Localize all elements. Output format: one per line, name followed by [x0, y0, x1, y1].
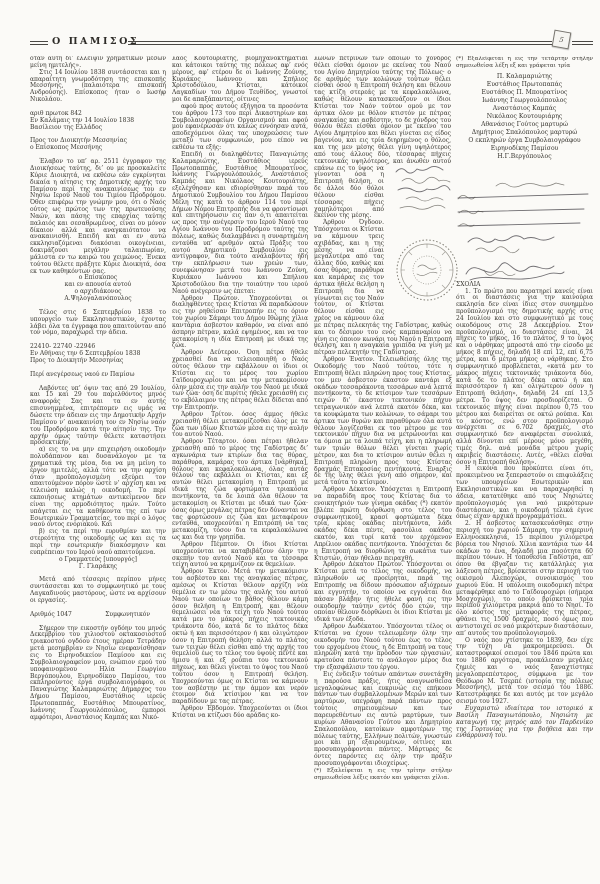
- column-4: [456, 56, 593, 874]
- text-line: Αναστάσιος Καμπάς: [492, 104, 557, 112]
- signature-block: [30, 557, 166, 571]
- text-line: Γ. Γλαράκης: [78, 562, 118, 570]
- article-paragraph: Άρθρον Τέταρτον. όσαι πέτραι ήθελαν χρειασθή από το μέρος της Γαδίστρας δι’ αγκωνάρια των κτιρίων δια τας θύρας, παράθυρα, καμάρας του άρτικα [νάρθηκα], θόλους και κεφαλοκόλωνα, όλας αυτάς θέλουν τας εκβάλλει οι Κτίσται, και εξ αυτών θέλει μετακομίση η Επιτροπή με ιδικά της ζώα φορτώματα τριακόσια πεντήκοντα, τα δε λοιπά όλα θέλουν τα μετακομίση οι Κτίσται με ιδικά των ζώα· όσας όμως μεγάλας πέτρας δεν δύνανται να τας φορτώσουν εις ζώα και μεταφέρουν ενταύθα, υποχρεούται η Επιτροπή να τας μετακομίζη, τόσον δια τα κεφαλοκόλωνα ως και δια την γρηπίδα.: [172, 438, 308, 542]
- article-paragraph: Άρθρον Έκτον. Μετά την μετακόμισιν του ασβέστου και της αναγκαίας πέτρας, αμέσως οι Κτίσται θέλουν αρχίζη νέα θεμέλια εν τω μέσω της αυλής του αυτού Ναού των οποίων το βάθος θέλουν κάμη όσον θελήση η Επιτροπή, και θέλουν θεμελιώσει νέα τα τείχη του Ναού τούτου κατά μεν το μάκρος πήχεις τεκτονικάς τριάκοντα δύο, κατά δε το πλάτος δέκα οκτώ ή και περισσότερον ή και ολιγώτερον όσον η Επιτροπή θελήση· αλλά το πλάτος των τειχών θέλει είσθαι από της αρχής του θεμελίου έως το τέλος του ύψους πέντε και ήμισυ ή και εξ ρούπια του τεκτονικού πήχεως, και θέλει γίνεται το ύψος του Ναού τούτου όσον η Επιτροπή θελήση. Υποχρεούνται όμως οι Κτίσται να κάμνουν τον ασβέστην με την άμμον και νερόν έτοιμον δια κτίσιμον και να τον παραδίδουν με τας πέτρας.: [172, 568, 308, 706]
- text-line: Ο εκπληρών έργα Συμβολαιογράφου: [468, 136, 581, 144]
- text-line: Βασίλειον της Ελλάδος: [30, 123, 103, 131]
- text-line: Προς τον Διοικητήν Μεσσηνίας: [30, 137, 128, 145]
- contract-title: [30, 612, 166, 619]
- signature-block: [30, 275, 166, 302]
- closing-paragraph: Εις ένδειξιν τούτων απάντων συνετάχθη η παρούσα πράξις, ήτις αναγνωσθείσα μεγαλοφώνως και ευκρινώς εις επήκοον πάντων των συμβαλλομένων Μερών και των μαρτύρων, υπεγράφη παρά πάντων προς τούτοις σημειουμένων και των παρευρεθέντων εις αυτώ μαρτύρων, των κυρίων Αθανασίου Γούτου και Δημητρίου Σπαλοπούλου, κατοίκων αμφοτέρων της πόλεως ταύτης, Ελλήνων πολιτών, γνωστών μοι και μη εξαιρουμένων, οίτινες και προσυπογράφονται πάντες. Μάρτυρες δε όντες παρόντες εις όλην την πράξιν προσυπογράφονται ιδιοχείρως.: [314, 670, 452, 767]
- footnote: (*) Εξαλείφεται η εις την τρίτην στήλην σημειωθείσα λέξις εκατόν και γράφεται χίλια.: [314, 767, 452, 781]
- footnote: (*) Εξαλείφεται η εις την τετάρτην στήλην σημειωθείσα λέξη εξ και γράφεται τρία: [456, 56, 593, 69]
- page-number-badge: [552, 30, 572, 50]
- column-1: [30, 56, 166, 874]
- column-3: [314, 56, 452, 874]
- text-line: Νικόλαος Κουτουριάρης: [486, 112, 563, 120]
- masthead-rule-end: [572, 41, 593, 45]
- comment-paragraph: Ο ναός που χτίστηκε το 1839, δεν είχε την τύχη να μακροημερεύσει. Οι καταστροφικοί σεισμοί του 1846 πρώτα και του 1886 αργότερα, προκάλεσαν μεγάλες ζημιές και ο ναός ξαναχτίστηκε μεγαλοπρεπέστερος, σύμφωνα με τον Θεόδωρο Μ. Τσερπέ (ιστορία της πόλεως Μεσσήνης), μετά τον σεισμό του 1886. Κατεστράφηκε δε και αυτός με τον μεγάλο σεισμό του 1927.: [456, 636, 593, 706]
- handwriting-placeholder: [456, 161, 593, 282]
- article-paragraph: Άρθρον Δεύτερον. Όση πέτρα ήθελε χρειασθεί δια να τελειοποιηθή ο Ναός ούτος θέλουν την εκβάλλουν οι ίδιοι οι Κτίσται εις το μέρος του χωρίου Γαϊδουροχωρίου και να την μετακομίσουν όλην μέσα εις την αυλήν του Ναού με ιδικά των ζώα· όση δε πυρίτις ήθελε χρειασθή εις το εκβόλαιμον της πέτρας θέλει δίδεται από την Επιτροπήν.: [172, 349, 308, 412]
- document-header: [30, 111, 166, 132]
- paragraph: Επειδή οι διαληφθέντες Παναγιώτης Καλαμαριώτης, Ευστάθιος ιερεύς Πρωτοπαππάς, Ευστάθιος Μπουρατίνος, Ιωάννης Γιωργουλόπουλος, Αναστάσιος Καμπάς και Νικόλαος Κουτουριάτης, εξελέχθησαν και εδιορίσθησαν παρά του Δημοτικού Συμβουλίου του Δήμου Παμίσου Μέλη της κατά το άρθρον 114 του περί Δήμων Νόμου Επιτροπής δια να φροντίσωσι και επιτηρήσωσιν εις παν ό,τι απαιτείται ως προς την ανέγερσιν του Ιερού Ναού του Αγίου Ιωάννου του Προδρόμου ταύτης της πόλεως, καθώς διαλαμβάνει η συναρτημένη ενταύθα υπ’ αριθμόν οκτώ Πράξις του αυτού Δημοτικού Συμβουλίου εις αντίγραφον, δια τούτο αναλαβόντες ήδη την εκπλήρωσιν των χρεών των, συνεφώνησαν μετά του Ιωάννου Ζούνη, Κυριάκου Ιωάννου και Σπήλιου Χριστοδούλου δια την τοιαύτην του ιερού Ναού ανέγερσιν ως έπεται:: [172, 150, 308, 295]
- document-header: [30, 344, 166, 365]
- page-number: 5: [558, 35, 565, 44]
- text-line: 22410- 22740 -22946: [30, 343, 96, 351]
- article-paragraph: Άρθρον Πέμπτον. Οι ίδιοι Κτίσται υποχρεούνται να καταβιβάζουν όλην την σκεπήν του αυτού Ναού και τα τέσσαρα τείχη αυτού να κρημνίζουν εκ θεμελίων.: [172, 540, 308, 569]
- paragraph: Λαβόντες υπ’ όψιν τας από 29 Ιουλίου, και 15 και 29 του παρελθόντος μηνός αναφοράς Σας και τα εν αυτής επισυνημμένα, επιτρέπομεν εις υμάς να δώσετε την άδειαν εις την Δημοτικήν Αρχήν Παμίσου ν’ ανακαινίση τον εν Νησίω ναόν του Προδρόμου κατά την αίτησίν της. Την αρχήν όμως ταύτην θέλετε καταστήσει προσεκτικήν,: [30, 384, 166, 447]
- paragraph: β) εις τα περί την ευρυθμίαν και την στερεότητα της οικοδομής ως και εις τα περί την εσωτερικήν διακόσμησιν και ευπρέπειαν του Ιερού ναού απαιτούμενα.: [30, 528, 166, 556]
- paragraph: Τέλος στις 6 Σεπτεμβρίου 1838 το υπουργείο των Εκκλησιαστικών, έχοντας λάβει όλα τα έγγραφα που απαιτούνταν από τον νόμο, παραχωρεί την άδεια.: [30, 308, 166, 337]
- paragraph: λώνων πέτρινων των οποίων το χόνδρος θέλει είσθαι όμοιον με εκείνας του Ναού του Αγίου Δημητρίου ταύτης της Πόλεως· ο δε αριθμός των κολώνων τούτων θέλει είσθαι όσον η Επιτροπή θελήση και θέλουν τας κτίζη στερεάς με τα κεφαλοκόλωνα, καθώς θέλουν κατασκευάζουν οι ίδιοι Κτίσται τον Ναόν τούτον ομού με τον άρτικα όλον με θόλον κτιστόν με πέτρας αναγκαίας και ασβέστην, το δε χόνδρος του θόλου θέλει είσθαι όμοιον με εκείνο του Αγίου Δημητρίου και θέλει γίνεται εις είδος βαγενίου, και εις τρία διηρημένος ο θόλος, και της μεν μέσης θέλει γίνη υψηλότερος από τους άλλους δύο, τέσσαρας πήχεις τεκτονικάς υψηλότερος, και άνωθεν αυτού επάνω εις το ύψος να γίνονται όσα η Επιτροπή θελήση, οι δε άλλοι δύο θόλοι θέλουν είσθαι τέσσαρας πήχεις χαμηλότεροι από εκείνον της μέσης.: [314, 56, 451, 220]
- text-line: Α.Ψηλογαλανόπουλος: [64, 295, 132, 302]
- text-line: Προς το Διοικητήν Μεσσηνίας: [30, 356, 124, 364]
- text-line: αριθ πρωτοκ 842: [30, 109, 82, 117]
- paragraph: Σήμερον την εικοστήν ογδόην του μηνός Δεκεμβρίου του χιλιοστού οκτακοσιοστού τριακοστού ογδόου έτους ημέραν Τετράδην μετά μεσημβρίαν εν Νησίω ενεφανίσθησαν εις το Ειρηνοδικείον Παμίσου και εις Συμβολαιογραφείον μου, ενώπιον εμού του υποφαινομένου Ηλία Γεωργίου Βεργόπουλου, Ειρηνοδίκου Παμίσου, του εκπληρούντος έργα συμβολαιογράφου, οι Παναγιώτης Καλαμαριώτης Δήμαρχος του Δήμου Παμίσου, Ευστάθιος ιερεύς Πρωτοπαππάς, Ευστάθιος Μπουρατίνος, Ιωάννης Γεωργουλόπουλος, έμποροι αμφότεροι, Αναστάσιος Καμπάς και Νικό-: [30, 624, 166, 721]
- paragraph: λαος Κουτουριάτης, βιομηχανοκτηματίαι και κάτοικοι ταύτης της πόλεως αφ’ ενός μέρους, αφ’ ετέρου δε οι Ιωάννης Ζούνης, Κυριάκος Ιωάννου και Σπήλιος Χριστοδούλου, Κτίσται, κάτοικοι Λαγκαδίων του Δήμου Τευθίδος, γνωστοί μοι δε απαξάπαντες, οίτινες: [172, 56, 308, 104]
- article-paragraph: Άρθρον Ένατον. Τελειωθείσης όλης της Οικοδομής του Ναού τούτου, τότε η Επιτροπή θέλει πληρώνη προς τους Κτίστας, τον μεν άσβεστον έκαστον καντάρι εξ οκάδων τεσσαράκοντα τεσσάρων ανά λεπτά πεντήκοντα, το δε κτίσιμον των τεσσάρων τειχών δι’ έκαστον τεκτονικόν πήχυν τετραγωνικόν ανά λεπτά εκατόν δέκα, και τα κουφώματα των κολώνων, το σάμαρι του άρτικα των θυρών και παραθύρων όλα αυτά θέλουν λογίζεσθαι εκ του μέτρου με τον τεκτονικόν πήχυν δια να μετρώνονται και τα όμοια με τα λοιπά τείχη, και η πληρωμή των τριών θόλων θέλει γίνεται χωρίς μέτρον, και δια το κτίσιμον αυτών θέλει η Επιτροπή πληρώνη προς τους Κτίστας δραχμάς Επτακοσίας πεντήκοντα. Έναρξις δε της ύλης θέλει γενή από σήμερον, και μετά ταύτα το κτίσιμον.: [314, 356, 452, 487]
- text-line: Η.Γ.Βεργόπουλος: [497, 152, 552, 160]
- paragraph: Στις 14 Ιουλίου 1838 συντάσσεται και η απαραίτητη γνωμοδότηση της επισκοπής Μεσσήνης, (παλαιότερα επισκοπή Ανδρούσης). Επίσκοπος ήταν ο Ιωσήφ Νικολάου.: [30, 68, 166, 104]
- column-2: [172, 56, 308, 874]
- text-line: Ευστάθιος Π. Μπουρατίνος: [481, 88, 568, 96]
- text-line: ο αρχιδιάκονος: [74, 288, 122, 296]
- article-paragraph: Άρθρον Δέκατον. Υπόσχεται η Επιτροπή να παραδίδη προς τους Κτίστας δια το ενοικητήριόν των γίνημα οκάδας (*) εκατόν [βλέπε πρώτη διόρθωση στο τέλος του συμφωνητικού], κρασί φορτώματα δέκα τρία, κρέας οκάδας πεντήκοντα, λάδι οκάδας δέκα πέντε, φασούλια οκάδας εκατόν, και τυρί κατά τον ερχόμενον Απρίλιον οκάδας πεντήκοντα. Υπόσχεται δε η Επιτροπή να διορθώνη τα σωκάτια των Κτιστών, όταν ήθελαν πειραχθή.: [314, 486, 452, 562]
- article-paragraph: Άρθρον Δωδέκατον. Υπόσχονται τέλος οι Κτίσται να έχουν τελειωμένην όλην την οικοδομήν του Ναού τούτου έως το τέλος του ερχομένου έτους, η δε Επιτροπή να τους πληρώνη κατά την πρόοδον των εργασιών, κρατούσα πάντοτε το ανάλογον μέρος δια την εξασφάλισιν του έργου.: [314, 623, 452, 672]
- paragraph: Μετά από τέσσερις περίπου μήνες συντάσσεται και το συμφωνητικό με τους Λαγκαδινούς μαστόρους, ώστε να αρχίσουν οι εργασίες.: [30, 576, 166, 604]
- masthead-rule-left: [30, 41, 48, 45]
- article-paragraph: Άρθρον Πρώτον. Υποχρεούνται οι διαληφθέντες τρεις Κτίσται να παραδώσουν εις την ρηθείσαν Επιτροπήν εις το όριον του χωρίου Σάμαρι του Δήμου Ιθώμης χίλια καντάρια άσβεστον καθαρόν, να είναι από άσπρην πέτραν, καλά εψημένος, και να τον μετακομίση η ιδία Επιτροπή με ιδικά της ζώα.: [172, 294, 308, 350]
- text-line: Δημήτριος Σπαλόπουλος μαρτυρώ: [471, 128, 578, 136]
- text-line: ο Επίσκοπος Μεσσήνης: [30, 144, 103, 152]
- acknowledgement: Ευχαριστώ ιδιαίτερα τον ιστορικό κ Βασίλη Παναγιωτόπουλο, Νησιώτη με καταγωγή της μητρός από τον Παρδενίκο της Γορτυνίας για την βοήθεια και την ενθάρρυνσή του.: [456, 705, 593, 740]
- wrap-spacer: [384, 170, 452, 320]
- text-line: και εν απουσία αυτού: [64, 281, 132, 289]
- text-line: Εν Καλάμαις την 14 Ιουλίου 1838: [30, 116, 135, 124]
- signature-list: [456, 73, 593, 161]
- text-line: Ιωάννης Γεωργουλόπουλος: [482, 96, 567, 104]
- text-line: Συμφωνητικόν: [105, 610, 150, 618]
- comment-paragraph: Η εικόνα που προκύπτει είναι ότι, προκειμένου να ξεπεραστούν οι επιφυλάξεις των υπουργείων Εσωτερικών και Εκκλησιαστικών και να παραχωρηθεί η άδεια, κατατέθηκε από τους Νησιώτες προϋπολογισμός για ναό μικρότερων διαστάσεων, και η οικοδομή τελικά έγινε όπως είχαν αρχικά προγραμματίσει.: [456, 465, 593, 521]
- wrap-spacer: [451, 56, 452, 170]
- text-line: Αθανάσιος Γούτος μαρτυρώ: [481, 120, 568, 128]
- paragraph: α) εις το να μην επιχειρήση οικοδομήν πολυδάπανον και δυσανάλογον με τα χρηματικά της μέσα, δια να μη μείνη το έργον ημιτελές, αλλά τότε να την αρχίση όταν προϋπολογισμένη εξεύρει τον απαιτούμενον πόρον ώστε ν’ αρχίση και να τελειώση καλώς η οικοδομή. Το περί εκποιήσεως κτημάτων αντικείμενον δεν είναι της αρμοδιότητος ημών. Τούτο υπάγεται εις τα καθήκοντα της επί των Εσωτερικών Γραμματείας, του περί ο λόγος ναού όντος ενοριακού. Και: [30, 446, 166, 529]
- paragraph: αφού προς αυτούς εξήγησα τα προσόντα του άρθρου 173 του περί Δικαστηρίων και Συμβολαιογραφείων Οργανισμού και αφού μου εφανέρωσαν ότι καλώς εννόησαν αυτά, αποδεχόμενοι όλας τας υποχρεώσεις των μεταξύ των συμφωνιών, μου είπον να εκθέσω τα εξής:: [172, 102, 308, 151]
- text-line: ο Γραμματεύς [υπουργός]: [58, 555, 138, 563]
- comment-paragraph: 1. Το πρώτο που παρατηρεί κανείς είναι ότι οι διαστάσεις για την καινούρια εκκλησία δεν είναι ίδιες στον συνημμένο προϋπολογισμό της δημοτικής αρχής στις 24 Ιουλίου και στο συμφωνητικό με τους οικοδόμους στις 28 Δεκεμβρίου. Στον προϋπολογισμό, οι διαστάσεις είναι, 24 πήχεις το μήκος, 16 το πλάτος, 9 το ύψος και ο νάρθηκας μπροστά από την είσοδο με μήκος 8 πήχεις, δηλαδή 18 επί 12, επί 6,75 μέτρα, και 6 μέτρα μήκος ο νάρθηκας. Στο συμφωνητικό προβλέπεται, «κατά μεν το μάκρος πήχεις τεκτονικάς τριάκοντα δύο, κατά δε το πλάτος δέκα οκτώ ή και περισσότερον ή και ολιγώτερον όσον η Επιτροπή θελήση», δηλαδή 24 επί 13,5 μέτρα. Το ύψος δεν προσδιορίζεται. Ο τεκτονικός πήχης είναι περίπου 0,75 του μέτρου και διαιρείται σε οκτώ ρούπια. Και το κόστος, ενώ στον προϋπολογισμό ανέρχεται σε 6.702 δραχμές, στο συμφωνητικό δεν αναφέρεται συνολικά, αλλά δίνονται επί μέρους μόνο μεγέθη, τιμές δηλ. ανά μονάδα μέτρου χωρίς ακριβείς διαστάσεις. Αυτές, «θέλει είσθαι όσον η Επιτροπή θελήση».: [456, 287, 593, 466]
- article-paragraph: Άρθρον Όγδοον. Υπόσχονται οι Κτίσται να κάμνουν τρεις αχιβάδας, και η της μέσης να είναι μεγαλυτέρα από τας άλλας δύο, καθώς και όσας θύρας, παράθυρα και καμάρας εις τον άρτικα ήθελε θελήση η Επιτροπή δια να γίνωνται εις τον Ναόν τούτον, οι Κτίσται θέλουν είσθαι εις χρέος να κάμνουν όλα με πέτρας πελεκητάς της Γαδίστρας, καθώς και το δέσιμον του ενός καμπαναρίου να γίνη εις όποιον κωνάρι του Ναού η Επιτροπή θελήση, και η αναγκαία γριπίδα να γίνη με πέτραν πελεκητήν της Γαδίστρας.: [314, 219, 452, 357]
- text-line: Αριθμός 1047: [30, 610, 72, 618]
- document-subject: [30, 372, 166, 379]
- text-line: Περί ανεγέρσεως ναού εν Παμίσω: [30, 370, 135, 378]
- article-paragraph: Άρθρον Τρίτον. όσος άμμος ήθελε χρειασθή θέλει μετακομίζεσθαι όλος με τα ζώα των ιδίων Κτιστών μέσα εις την αυλήν του αυτού Ναού.: [172, 410, 308, 439]
- article-paragraph: Άρθρον Έβδομον. Υποχρεούνται οι ίδιοι Κτίσται να κτίζωσι δύο αράδας κο-: [172, 705, 308, 719]
- comment-paragraph: 2. Η άσβεστος κατασκευάσθηκε στην περιοχή του χωριού Σάμαρη, την σημερινή Ελληνοεκκλησιά, 15 περίπου χιλιόμετρα βόρεια του Νησιού. Χίλια καντάρια των 44 οκάδων το ένα, δηλαδή μια ποσότητα 60 περίπου τόνων. Η τοποθεσία Γαδίστρα, απ’ όπου θα έβγαζαν τις κατάλληλες για λάξευση πέτρες, βρίσκεται στην περιοχή του οικισμού Αλεποχώρι, συνοικισμός του χωριού Εύα. Η υπόλοιπη οικοδομική πέτρα μεταφέρθηκε από το Γαϊδουροχώρι (σήμερα Μοσχοχώρι), το οποίο βρίσκεται τρία περίπου χιλιόμετρα μακριά από το Νησί. Το όλο κόστος της μεταφοράς της πέτρας, φθάνει τις 1500 δραχμές, ποσό όμως που αντιστοιχεί σε ναό μικρότερων διαστάσεων, απ’ αυτούς του προϋπολογισμού.: [456, 520, 593, 637]
- paragraph: Έλαβον το υπ’ αρ. 2511 έγγραφον της Διοικήσεως ταύτης, δι’ ου με προσκαλείτε Κύριε Διοικητά, να εκθέσω εάν εγκρίνηται δικαία η αίτησις της Δημοτικής αρχής του Παμίσου περί της ανακαινίσεως του εν Νησίω Ιερού Ναού του Τιμίου Προδρόμου. Όθεν επιφέρω την γνώμην μου, ότι ο Ναός ούτος ως πρώτος των της πρωτευούσης Ναών, και πάσης της επαρχίας ταύτης παλαιός και σεσαθρωμένος, είναι ου μόνον δίκαιον αλλά και αναγκαιότατον να ανακαινισθή. Επειδή και αι εν αυτώ εκκλησιαζόμεναι διακόσιαι οικογένειαι, δοκιμάζουσι μεγάλην ταλαιπωρίαν, μάλιστα εν τω καιρώ του χειμώνος. Ένεκα τούτου θέλετε πράξητε Κύριε Διοικητά, όσα εκ των καθηκόντων σας.: [30, 158, 166, 275]
- text-line: ο Επίσκοπος: [78, 274, 118, 282]
- text-line: Ειρηνοδίκης Παμίσου: [490, 144, 559, 152]
- paragraph: όταν αύτη δι’ έλλειψιν χρηματικών μέσων μείνη ημιτελής».: [30, 56, 166, 69]
- document-header: [30, 138, 166, 152]
- text-line: Ευστάθιος Πρωτοπαπάς: [486, 80, 563, 88]
- masthead-rule-right: [128, 41, 552, 45]
- text-line: Π. Καλαμαριώτης: [496, 72, 553, 80]
- newspaper-title: Ο ΠΑΜΙΣΟΣ: [52, 36, 140, 47]
- text-line: Εν Αθήναις την 6 Σεπτεμβρίου 1838: [30, 350, 141, 358]
- article-paragraph: Άρθρον Δέκατον Πρώτον. Υπόσχονται οι Κτίσται μετά το τέλος της οικοδομής, να πληρωθούν ως προείρηται, παρά της Επιτροπής να δίδουν πρόσωπον αξιόχρεων και εγγυητήν, το οποίον να εγγυάται δια πάσαν βλάβην ήτις ήθελε φανή εις την οικοδομήν ταύτην εντός δύο ετών, την οποίαν θέλουν διορθώνει οι ίδιοι Κτίσται με ιδικά των έξοδα.: [314, 561, 452, 624]
- comments-heading: ΣΧΟΛΙΑ: [456, 280, 481, 288]
